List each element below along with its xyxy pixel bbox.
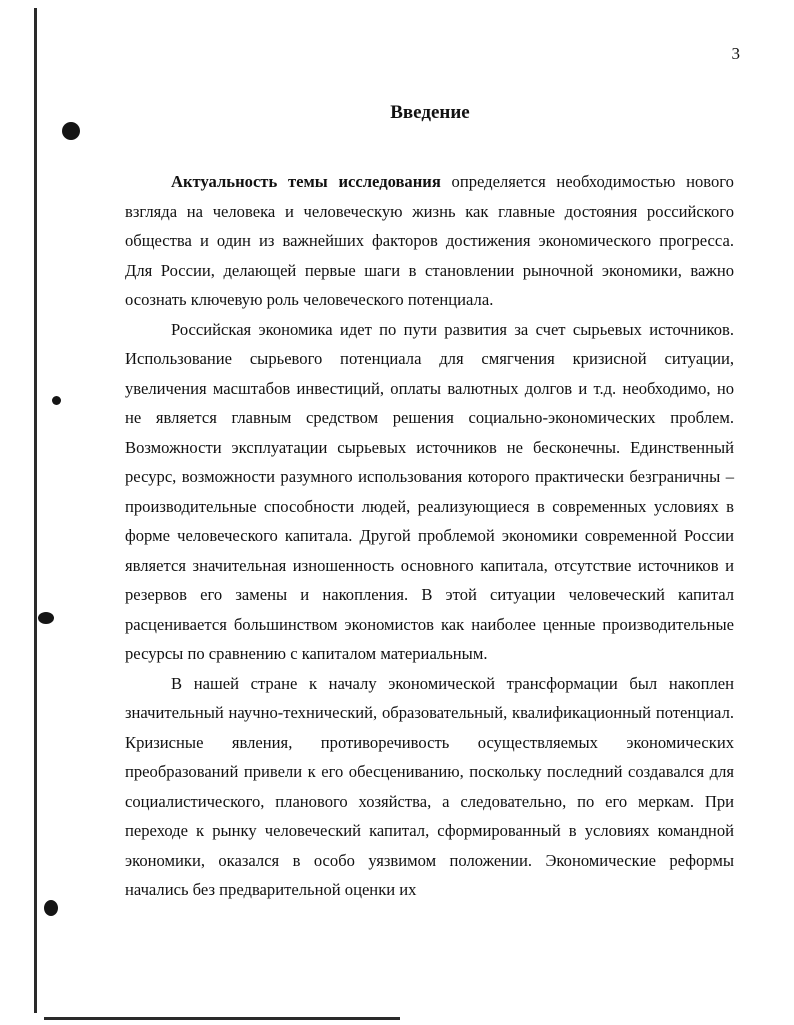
paragraph [125,167,734,315]
scan-speck [52,396,61,405]
scan-edge-left [34,8,37,1013]
scan-edge-bottom [44,1017,400,1020]
paragraph [125,669,734,905]
paragraph [125,315,734,669]
page-title: Введение [390,102,470,123]
page-number: 3 [731,44,740,63]
scan-speck [38,612,54,624]
paragraph-text: В нашей стране к началу экономической трансформации был накоплен значительный научно-технический, образовательный, квалификационный потенциал. Кризисные явления, противоречивость осуществляемых экономических преобразований привели к его обесцениванию, поскольку последний создавался для социалистического, планового хозяйства, а следовательно, по его меркам. При переходе к рынку человеческий капитал, сформированный в условиях командной экономики, оказался в особо уязвимом положении. Экономические реформы начались без предварительной оценки их [125,673,734,899]
paragraph-lead-bold: Актуальность темы исследования [171,172,441,191]
scan-speck [44,900,58,916]
paragraph-text: определяется необходимостью нового взгляда на человека и человеческую жизнь как главные достояния российского общества и один из важнейших факторов достижения экономического прогресса. Для России, делающей первые шаги в становлении рыночной экономики, важно осознать ключевую роль человеческого потенциала. [125,172,734,309]
body-text [125,167,734,905]
scan-speck [62,122,80,140]
paragraph-text: Российская экономика идет по пути развития за счет сырьевых источников. Использование сырьевого потенциала для смягчения кризисной ситуации, увеличения масштабов инвестиций, оплаты валютных долгов и т.д. необходимо, но не является главным средством решения социально-экономических проблем. Возможности эксплуатации сырьевых источников не бесконечны. Единственный ресурс, возможности разумного использования которого практически безграничны – производительные способности людей, реализующиеся в современных условиях в форме человеческого капитала. Другой проблемой экономики современной России является значительная изношенность основного капитала, отсутствие источников и резервов его замены и накопления. В этой ситуации человеческий капитал расценивается большинством экономистов как наиболее ценные производительные ресурсы по сравнению с капиталом материальным. [125,319,734,663]
